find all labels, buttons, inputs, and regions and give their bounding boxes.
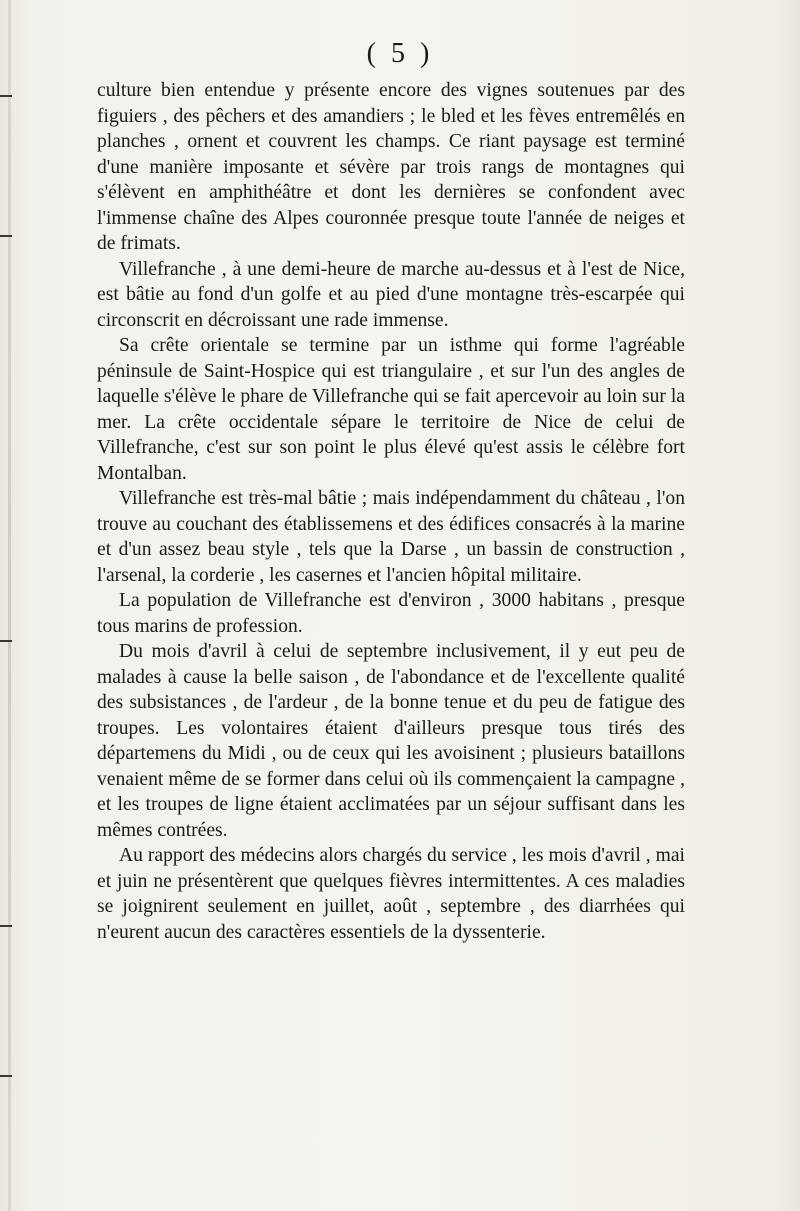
margin-mark [0,235,12,237]
paragraph: Villefranche est très-mal bâtie ; mais indépendamment du château , l'on trouve au couchant des établissemens et des édifices consacrés à la marine et d'un assez beau style , tels que la Darse , un bassin de construction , l'arsenal, la corderie , les casernes et l'ancien hôpital militaire. [97,488,685,586]
paragraph: Villefranche , à une demi-heure de marche au-dessus et à l'est de Nice, est bâtie au fond d'un golfe et au pied d'une montagne très-escarpée qui circonscrit en décroissant une rade immense. [97,258,685,331]
paragraph: Au rapport des médecins alors chargés du service , les mois d'avril , mai et juin ne présentèrent que quelques fièvres intermittentes. A ces maladies se joignirent seulement en juillet, août , septembre , des diarrhées qui n'eurent aucun des caractères essentiels de la dyssenterie. [97,845,685,943]
body-text [97,78,685,945]
paragraph: Sa crête orientale se termine par un isthme qui forme l'agréable péninsule de Saint-Hospice qui est triangulaire , et sur l'un des angles de laquelle s'élève le phare de Villefranche qui se fait apercevoir au loin sur la mer. La crête occidentale sépare le territoire de Nice de celui de Villefranche, c'est sur son point le plus élevé qu'est assis le célèbre fort Montalban. [97,335,685,484]
page-number: ( 5 ) [366,38,434,69]
margin-mark [0,640,12,642]
paragraph: Du mois d'avril à celui de septembre inclusivement, il y eut peu de malades à cause la belle saison , de l'abondance et de l'excellente qualité des subsistances , de l'ardeur , de la bonne tenue et du peu de fatigue des troupes. Les volontaires étaient d'ailleurs presque tous tirés des départemens du Midi , ou de ceux qui les avoisinent ; plusieurs bataillons venaient même de se former dans celui où ils commençaient la campagne , et les troupes de ligne étaient acclimatées par un séjour suffisant dans les mêmes contrées. [97,641,685,841]
margin-mark [0,95,12,97]
margin-mark [0,925,12,927]
margin-mark [0,1075,12,1077]
paragraph: La population de Villefranche est d'environ , 3000 habitans , presque tous marins de profession. [97,590,685,637]
page-binding-edge [8,0,11,1211]
paragraph: culture bien entendue y présente encore des vignes soutenues par des figuiers , des pêchers et des amandiers ; le bled et les fèves entremêlés en planches , ornent et couvrent les champs. Ce riant paysage est terminé d'une manière imposante et sévère par trois rangs de montagnes qui s'élèvent en amphithéâtre et dont les dernières se confondent avec l'immense chaîne des Alpes couronnée presque toute l'année de neiges et de frimats. [97,80,685,254]
